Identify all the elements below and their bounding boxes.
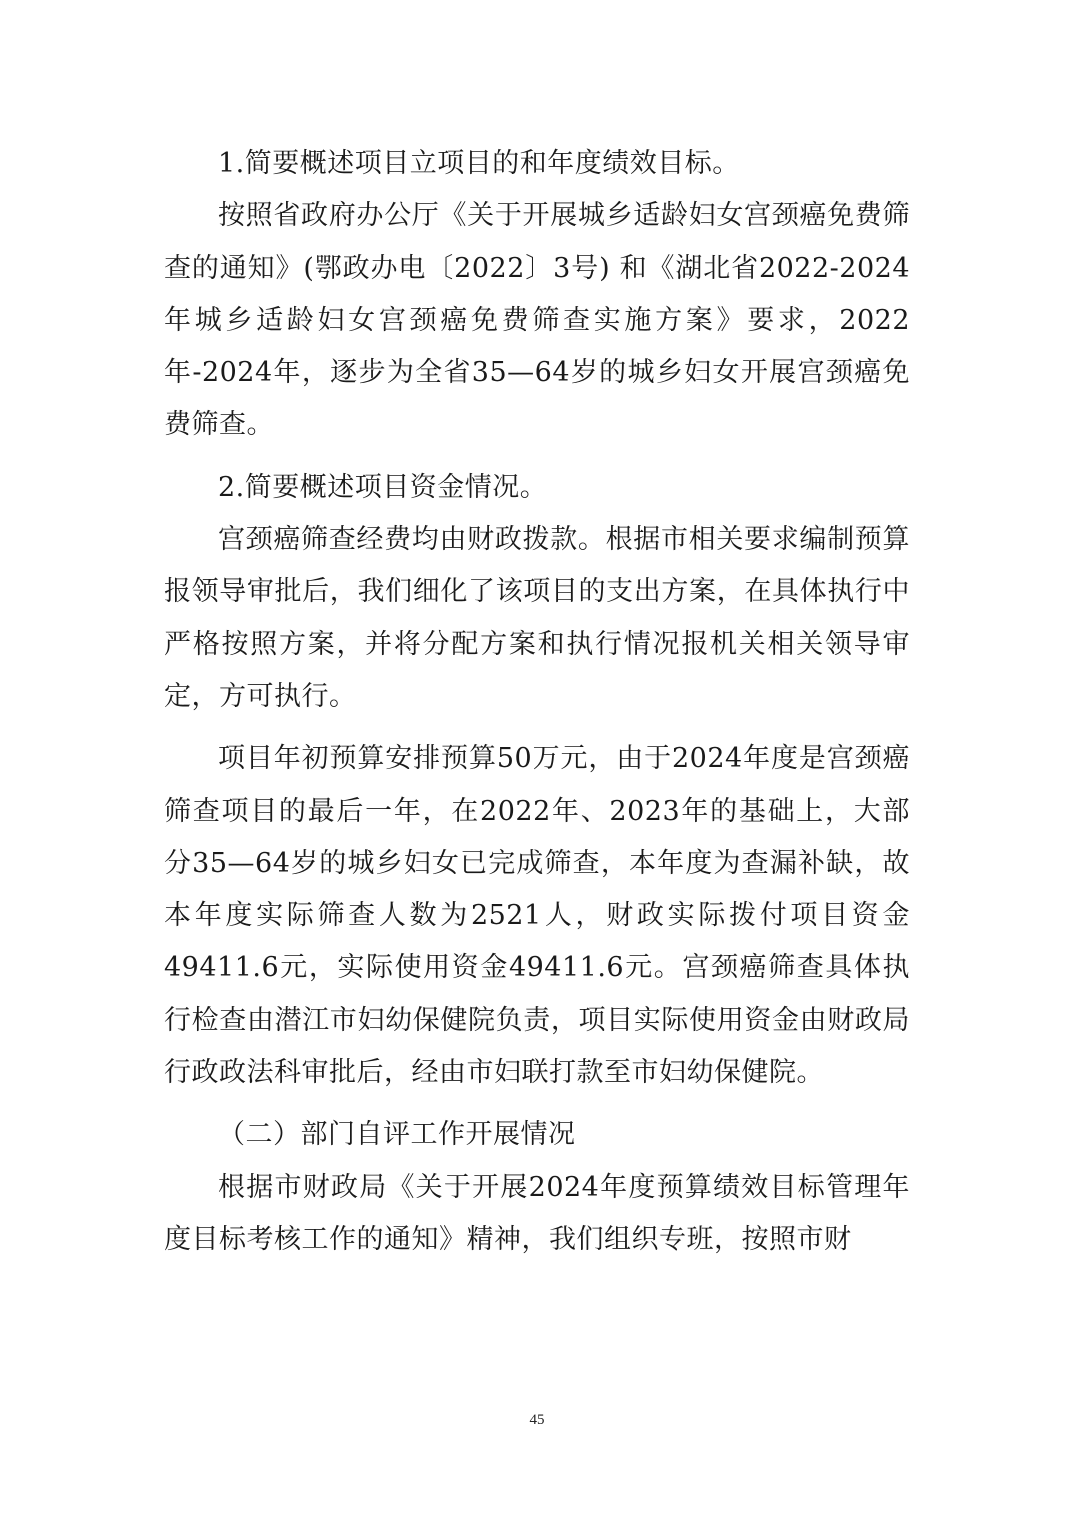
paragraph-self-evaluation-body: 根据市财政局《关于开展2024年度预算绩效目标管理年度目标考核工作的通知》精神，我们组织专班，按照市财 xyxy=(164,1171,910,1255)
section-heading-self-evaluation: （二）部门自评工作开展情况 xyxy=(218,1119,576,1151)
paragraph-objectives-body: 按照省政府办公厅《关于开展城乡适龄妇女宫颈癌免费筛查的通知》(鄂政办电〔2022〕3号) 和《湖北省2022-2024年城乡适龄妇女宫颈癌免费筛查实施方案》要求，2022年-2024年，逐步为全省35—64岁的城乡妇女开展宫颈癌免费筛查。 xyxy=(164,200,910,441)
document-body xyxy=(164,138,910,1266)
paragraph-funding-heading: 2.简要概述项目资金情况。 xyxy=(218,471,548,503)
page-number: 45 xyxy=(529,1412,545,1428)
paragraph-objectives-heading: 1.简要概述项目立项目的和年度绩效目标。 xyxy=(218,148,740,179)
paragraph-budget-details: 项目年初预算安排预算50万元，由于2024年度是宫颈癌筛查项目的最后一年，在2022年、2023年的基础上，大部分35—64岁的城乡妇女已完成筛查，本年度为查漏补缺，故本年度实际筛查人数为2521人，财政实际拨付项目资金49411.6元，实际使用资金49411.6元。宫颈癌筛查具体执行检查由潜江市妇幼保健院负责，项目实际使用资金由财政局行政政法科审批后，经由市妇联打款至市妇幼保健院。 xyxy=(164,743,910,1089)
paragraph-funding-body: 宫颈癌筛查经费均由财政拨款。根据市相关要求编制预算报领导审批后，我们细化了该项目的支出方案，在具体执行中严格按照方案，并将分配方案和执行情况报机关相关领导审定，方可执行。 xyxy=(164,524,910,712)
